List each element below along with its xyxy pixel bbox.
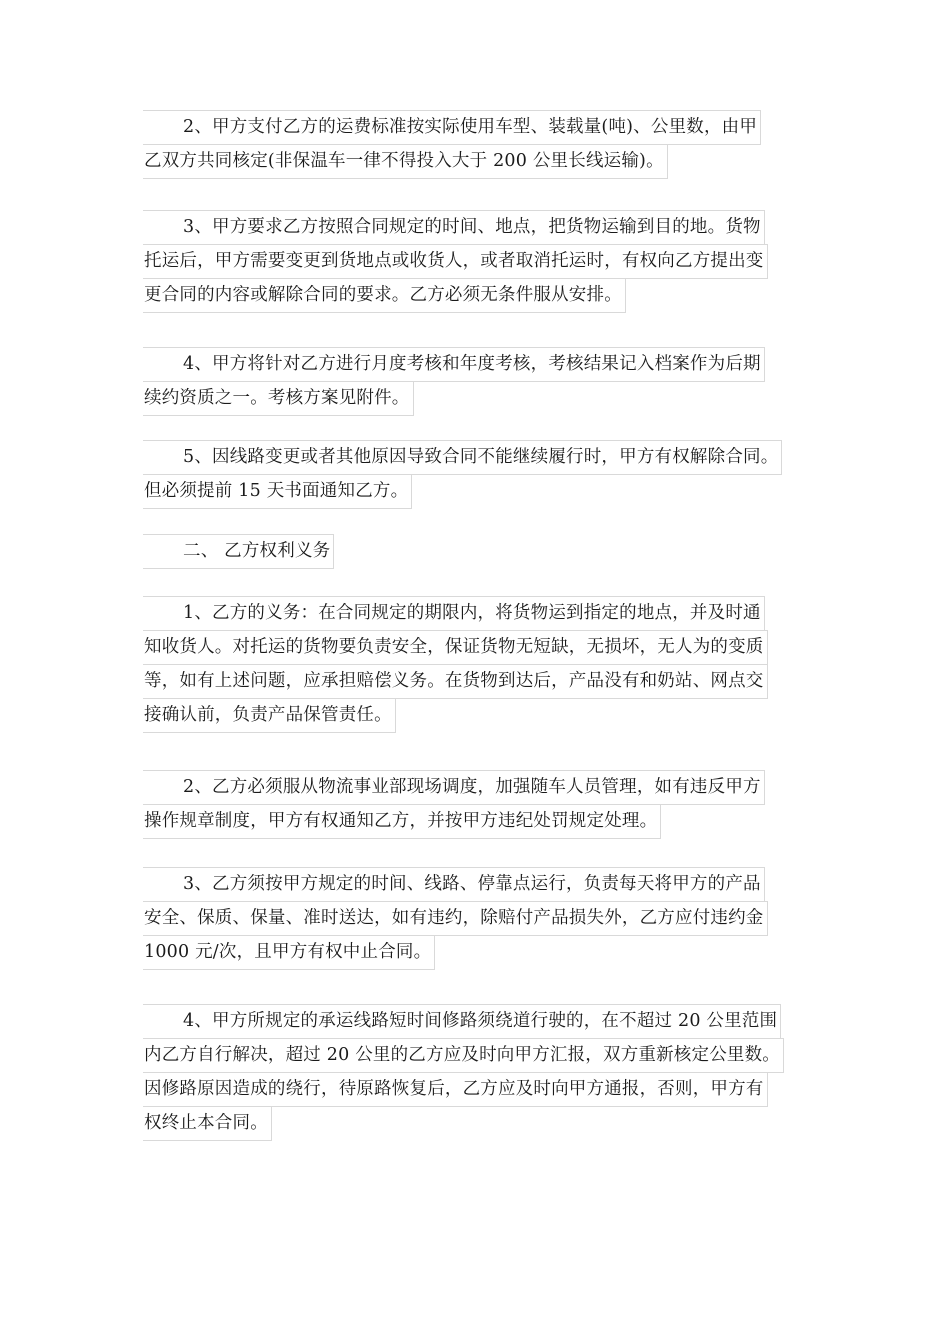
paragraph-line: 3、甲方要求乙方按照合同规定的时间、地点，把货物运输到目的地。货物 xyxy=(143,210,768,244)
paragraph-6 xyxy=(143,770,765,838)
paragraph-line: 3、乙方须按甲方规定的时间、线路、停靠点运行，负责每天将甲方的产品 xyxy=(143,867,768,901)
paragraph-line: 操作规章制度，甲方有权通知乙方，并按甲方违纪处罚规定处理。 xyxy=(143,804,765,838)
section-heading-line: 二、 乙方权利义务 xyxy=(143,534,334,568)
paragraph-line: 2、乙方必须服从物流事业部现场调度，加强随车人员管理，如有违反甲方 xyxy=(143,770,765,804)
paragraph-line: 知收货人。对托运的货物要负责安全，保证货物无短缺，无损坏，无人为的变质 xyxy=(143,630,768,664)
paragraph-3 xyxy=(143,347,765,415)
paragraph-line: 接确认前，负责产品保管责任。 xyxy=(143,698,768,732)
paragraph-line: 4、甲方将针对乙方进行月度考核和年度考核，考核结果记入档案作为后期 xyxy=(143,347,765,381)
paragraph-line: 5、因线路变更或者其他原因导致合同不能继续履行时，甲方有权解除合同。 xyxy=(143,440,782,474)
paragraph-1 xyxy=(143,110,761,178)
paragraph-line: 4、甲方所规定的承运线路短时间修路须绕道行驶的，在不超过 20 公里范围 xyxy=(143,1004,784,1038)
paragraph-line: 乙双方共同核定(非保温车一律不得投入大于 200 公里长线运输)。 xyxy=(143,144,761,178)
section-heading xyxy=(143,534,334,568)
paragraph-line: 续约资质之一。考核方案见附件。 xyxy=(143,381,765,415)
paragraph-7 xyxy=(143,867,768,969)
paragraph-line: 但必须提前 15 天书面通知乙方。 xyxy=(143,474,782,508)
paragraph-line: 因修路原因造成的绕行，待原路恢复后，乙方应及时向甲方通报，否则，甲方有 xyxy=(143,1072,784,1106)
paragraph-5 xyxy=(143,596,768,732)
paragraph-line: 1、乙方的义务：在合同规定的期限内，将货物运到指定的地点，并及时通 xyxy=(143,596,768,630)
paragraph-line: 1000 元/次，且甲方有权中止合同。 xyxy=(143,935,768,969)
paragraph-line: 2、甲方支付乙方的运费标准按实际使用车型、装载量(吨)、公里数，由甲 xyxy=(143,110,761,144)
paragraph-line: 安全、保质、保量、准时送达，如有违约，除赔付产品损失外，乙方应付违约金 xyxy=(143,901,768,935)
paragraph-line: 权终止本合同。 xyxy=(143,1106,784,1140)
paragraph-line: 托运后，甲方需要变更到货地点或收货人，或者取消托运时，有权向乙方提出变 xyxy=(143,244,768,278)
paragraph-line: 更合同的内容或解除合同的要求。乙方必须无条件服从安排。 xyxy=(143,278,768,312)
paragraph-4 xyxy=(143,440,782,508)
paragraph-2 xyxy=(143,210,768,312)
paragraph-line: 内乙方自行解决，超过 20 公里的乙方应及时向甲方汇报，双方重新核定公里数。 xyxy=(143,1038,784,1072)
paragraph-line: 等，如有上述问题，应承担赔偿义务。在货物到达后，产品没有和奶站、网点交 xyxy=(143,664,768,698)
paragraph-8 xyxy=(143,1004,784,1140)
